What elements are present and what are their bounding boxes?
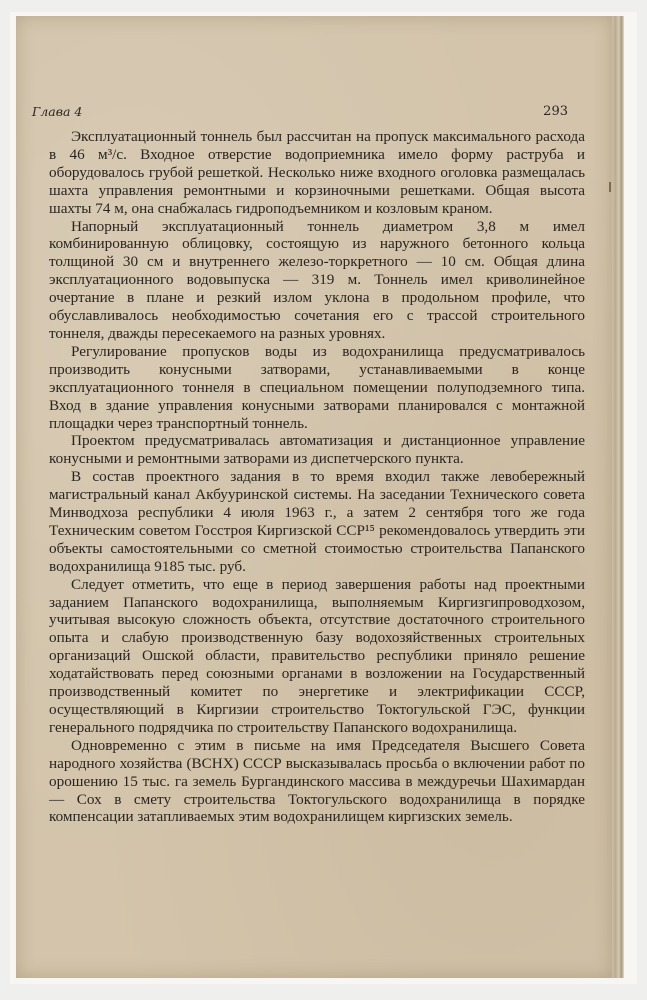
book-page [16, 16, 612, 978]
body-text [49, 128, 585, 826]
paragraph: В состав проектного задания в то время входил также левобережный магистральный канал Акбууринской системы. На заседании Технического совета Минводхоза республики 4 июля 1963 г., а затем 2 сентября того же года Техническим советом Госстроя Киргизской ССР¹⁵ рекомендовалось утвердить эти объекты самостоятельными со сметной стоимостью строительства Папанского водохранилища 9185 тыс. руб. [49, 468, 585, 575]
paragraph: Следует отметить, что еще в период завершения работы над проектными заданием Папанского водохранилища, выполняемым Киргизгипроводхозом, учитывая высокую сложность объекта, отсутствие достаточного строительного опыта и слабую производственную базу водохозяйственных строительных организаций Ошской области, правительство республики приняло решение ходатайствовать перед союзными органами в возложении на Государственный производственный комитет по энергетике и электрификации СССР, осуществляющий в Киргизии строительство Токтогульской ГЭС, функции генерального подрядчика по строительству Папанского водохранилища. [49, 575, 585, 736]
paragraph: Напорный эксплуатационный тоннель диаметром 3,8 м имел комбинированную облицовку, состоящую из наружного бетонного кольца толщиной 30 см и внутреннего железо-торкретного — 10 см. Общая длина эксплуатационного водовыпуска — 319 м. Тоннель имел криволинейное очертание в плане и резкий излом уклона в продольном профиле, что обуславливалось необходимостью сочетания его с трассой строительного тоннеля, дважды пересекаемого на разных уровнях. [49, 217, 585, 342]
running-header [32, 104, 568, 124]
page-number: 293 [543, 104, 568, 119]
paragraph: Эксплуатационный тоннель был рассчитан на пропуск максимального расхода в 46 м³/с. Входное отверстие водоприемника имело форму раструба и оборудовалось грубой решеткой. Несколько ниже входного оголовка размещалась шахта управления ремонтными и корзиночными решетками. Общая высота шахты 74 м, она снабжалась гидроподъемником и козловым краном. [49, 128, 585, 217]
chapter-title: Глава 4 [32, 104, 83, 119]
page-edge [612, 16, 624, 978]
paragraph: Регулирование пропусков воды из водохранилища предусматривалось производить конусными затворами, устанавливаемыми в конце эксплуатационного тоннеля в специальном помещении полуподземного типа. Вход в здание управления конусными затворами планировался с монтажной площадки через транспортный тоннель. [49, 342, 585, 432]
margin-mark [609, 182, 611, 192]
paragraph: Одновременно с этим в письме на имя Председателя Высшего Совета народного хозяйства (ВСНХ) СССР высказывалась просьба о включении работ по орошению 15 тыс. га земель Бургандинского массива в междуречьи Шахимардан — Сох в смету строительства Токтогульского водохранилища в порядке компенсации затапливаемых этим водохранилищем киргизских земель. [49, 736, 585, 826]
paragraph: Проектом предусматривалась автоматизация и дистанционное управление конусными и ремонтными затворами из диспетчерского пункта. [49, 432, 585, 468]
